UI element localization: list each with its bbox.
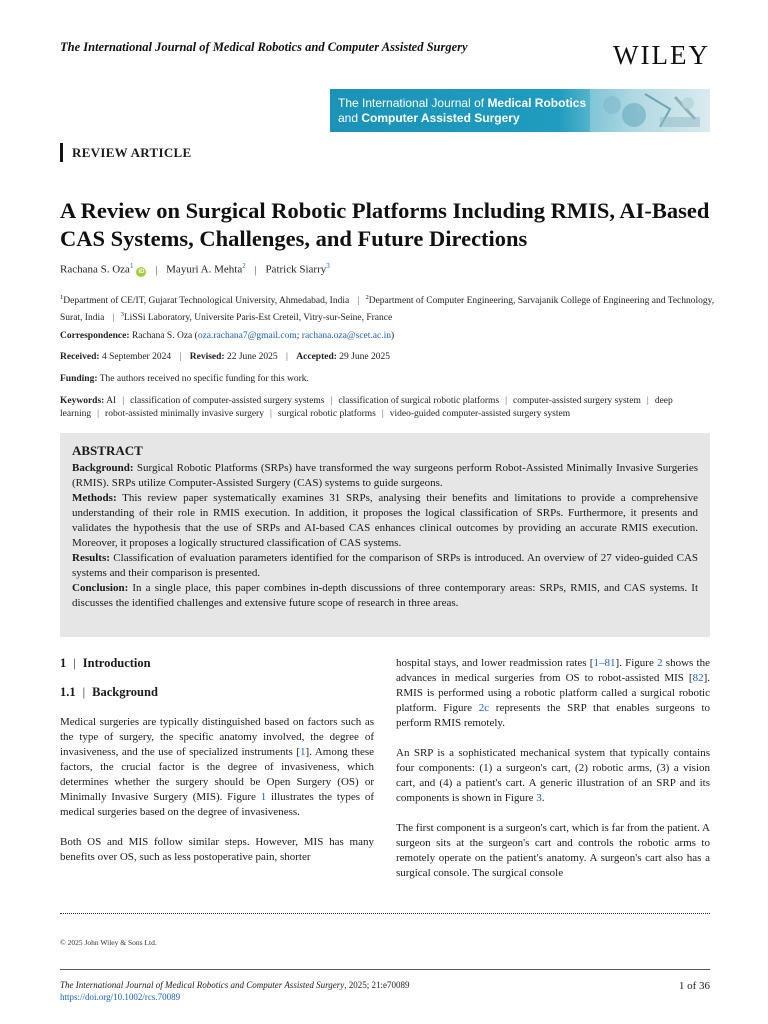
affiliation-ref[interactable]: 1 bbox=[129, 262, 134, 270]
citation-link[interactable]: 1–81 bbox=[593, 657, 616, 669]
author-name[interactable]: Mayuri A. Mehta bbox=[166, 263, 243, 276]
figure-link[interactable]: 2c bbox=[478, 702, 490, 714]
keyword: surgical robotic platforms bbox=[277, 409, 376, 419]
orcid-icon[interactable]: iD bbox=[138, 268, 145, 275]
banner-text: The International Journal of Medical Robotics and Computer Assisted Surgery bbox=[338, 96, 587, 125]
email-link[interactable]: rachana.oza@scet.ac.in bbox=[301, 331, 391, 341]
date-separator: | bbox=[179, 352, 182, 362]
revised-label: Revised: bbox=[189, 352, 225, 362]
section-heading: 1 | Introduction bbox=[60, 656, 151, 670]
affiliation-number: 3 bbox=[120, 311, 124, 319]
keywords-label: Keywords: bbox=[60, 396, 105, 406]
footer-citation: The International Journal of Medical Robotics and Computer Assisted Surgery, 2025; 21:e70089 bbox=[60, 980, 410, 990]
author-separator: | bbox=[254, 263, 257, 276]
affiliation-number: 1 bbox=[60, 294, 64, 301]
abstract-results: Results: Classification of evaluation parameters identified for the comparison of SRPs is introduced. An overview of 27 video-guided CAS systems and their comparison is presented. bbox=[72, 552, 699, 579]
footnote-divider bbox=[60, 913, 710, 914]
body-paragraph: The first component is a surgeon's cart, which is far from the patient. A surgeon sits at the surgeon's cart and controls the robotic arms to remotely operate on the patient's anatomy. A surgeon's cart also has a surgical console. The surgical console bbox=[396, 822, 710, 879]
keyword: classification of surgical robotic platforms bbox=[338, 396, 500, 406]
figure-link[interactable]: 3 bbox=[536, 792, 542, 804]
affiliation-text: LiSSi Laboratory, Universite Paris-Est Creteil, Vitry-sur-Seine, France bbox=[123, 313, 393, 324]
affiliation-text: Department of Computer Engineering, Sarvajanik College of Engineering and Technology, Surat, India bbox=[60, 296, 715, 324]
correspondence-label: Correspondence: bbox=[60, 331, 130, 341]
accepted-label: Accepted: bbox=[296, 352, 337, 362]
citation-link[interactable]: 82 bbox=[692, 672, 704, 684]
banner-artwork-image bbox=[590, 89, 710, 132]
abstract-background: Background: Surgical Robotic Platforms (SRPs) have transformed the way surgeons perform Robot-Assisted Minimally Invasive Surgeries (RMIS). SRPs utilize Computer-Assisted Surgery (CAS) systems to guide surgeons. bbox=[72, 462, 698, 489]
page-number: 1 of 36 bbox=[678, 980, 710, 992]
affiliation-text: Department of CE/IT, Gujarat Technological University, Ahmedabad, India bbox=[63, 296, 350, 307]
affiliation-ref[interactable]: 2 bbox=[242, 262, 246, 270]
funding-line bbox=[60, 374, 309, 384]
date-separator: | bbox=[286, 352, 288, 362]
keyword: robot-assisted minimally invasive surgery bbox=[105, 409, 264, 419]
email-link[interactable]: oza.rachana7@gmail.com bbox=[197, 331, 297, 341]
body-paragraph: Both OS and MIS follow similar steps. However, MIS has many benefits over OS, such as less postoperative pain, shorter bbox=[60, 836, 374, 863]
affiliations bbox=[60, 291, 720, 325]
keywords: Keywords: AI | classification of computer-assisted surgery systems | classification of surgical robotic platforms | computer-assisted surgery system | deep learning | robot-assisted minimally invasive surgery | surgical robotic platforms | video-guided computer-assisted surgery system bbox=[60, 396, 673, 419]
dates-line bbox=[60, 352, 390, 362]
correspondence-line: Correspondence: Rachana S. Oza (oza.rachana7@gmail.com; rachana.oza@scet.ac.in) bbox=[60, 331, 395, 341]
accepted-date: 29 June 2025 bbox=[339, 352, 390, 362]
funding-label: Funding: bbox=[60, 374, 98, 384]
body-paragraph: Medical surgeries are typically distinguished based on factors such as the type of surgery, the specific anatomy involved, the degree of invasiveness, and the use of specialized instruments [1]. Among these factors, the crucial factor is the degree of invasiveness, which determines whether the surgery should be Open Surgery (OS) or Minimally Invasive Surgery (MIS). Figure 1 illustrates the types of medical surgeries based on the degree of invasiveness. bbox=[60, 716, 374, 818]
journal-banner[interactable] bbox=[330, 89, 710, 132]
abstract-box bbox=[60, 433, 710, 637]
abstract-conclusion: Conclusion: In a single place, this paper combines in-depth discussions of three contemporary areas: SRPs, RMIS, and CAS systems. It discusses the identified challenges and extensive future scope of research in three areas. bbox=[72, 582, 699, 609]
author-list bbox=[60, 262, 330, 277]
subsection-heading: 1.1 | Background bbox=[60, 685, 158, 699]
received-label: Received: bbox=[60, 352, 100, 362]
revised-date: 22 June 2025 bbox=[226, 352, 278, 362]
citation-link[interactable]: 1 bbox=[300, 746, 306, 758]
abstract-methods: Methods: This review paper systematically examines 31 SRPs, analysing their benefits and limitations to provide a comprehensive understanding of their role in RMIS execution. In addition, it proposes the logical classification of SRPs. Furthermore, it presents and validates the hypothesis that the use of SRPs and AI-based CAS enhances clinical outcomes by providing an accurate RMIS execution. Moreover, it proposes a logically structured classification of CAS systems. bbox=[72, 492, 698, 549]
author-name[interactable]: Rachana S. Oza bbox=[60, 263, 130, 276]
received-date: 4 September 2024 bbox=[101, 352, 172, 362]
footer-rule bbox=[60, 969, 710, 970]
affiliation-number: 2 bbox=[365, 294, 369, 301]
journal-name-header: The International Journal of Medical Robotics and Computer Assisted Surgery bbox=[60, 40, 468, 54]
keyword: AI bbox=[106, 396, 117, 406]
article-type-label: REVIEW ARTICLE bbox=[60, 143, 191, 162]
doi-link[interactable]: https://doi.org/10.1002/rcs.70089 bbox=[60, 992, 181, 1002]
keyword: deep learning bbox=[60, 396, 673, 419]
article-title: A Review on Surgical Robotic Platforms Including RMIS, AI-Based CAS Systems, Challenges, and Future Directions bbox=[60, 198, 710, 251]
correspondence-name: Rachana S. Oza bbox=[131, 331, 193, 341]
left-column bbox=[60, 656, 374, 865]
right-column bbox=[396, 656, 710, 881]
author-name[interactable]: Patrick Siarry bbox=[265, 263, 327, 276]
body-paragraph: An SRP is a sophisticated mechanical system that typically contains four components: (1) a surgeon's cart, (2) robotic arms, (3) a vision cart, and (4) a patient's cart. A generic illustration of an SRP and its components is shown in Figure 3. bbox=[396, 747, 710, 804]
copyright-notice: © 2025 John Wiley & Sons Ltd. bbox=[60, 938, 157, 947]
affiliation-ref[interactable]: 3 bbox=[326, 262, 330, 270]
abstract-heading: ABSTRACT bbox=[72, 443, 143, 458]
body-paragraph: hospital stays, and lower readmission rates [1–81]. Figure 2 shows the advances in medical surgeries from OS to robot-assisted MIS [82]. RMIS is performed using a robotic platform called a surgical robotic platform. Figure 2c represents the SRP that enables surgeons to perform RMIS remotely. bbox=[396, 657, 710, 729]
funding-text: The authors received no specific funding for this work. bbox=[99, 374, 309, 384]
figure-link[interactable]: 1 bbox=[260, 791, 267, 803]
figure-link[interactable]: 2 bbox=[657, 657, 663, 669]
publisher-logo[interactable]: WILEY bbox=[613, 40, 710, 70]
keyword: video-guided computer-assisted surgery system bbox=[389, 409, 571, 419]
keyword: classification of computer-assisted surgery systems bbox=[130, 396, 325, 406]
author-separator: | bbox=[155, 263, 158, 276]
affiliation-separator: | bbox=[357, 296, 360, 307]
affiliation-separator: | bbox=[112, 313, 115, 324]
keyword: computer-assisted surgery system bbox=[513, 396, 641, 406]
